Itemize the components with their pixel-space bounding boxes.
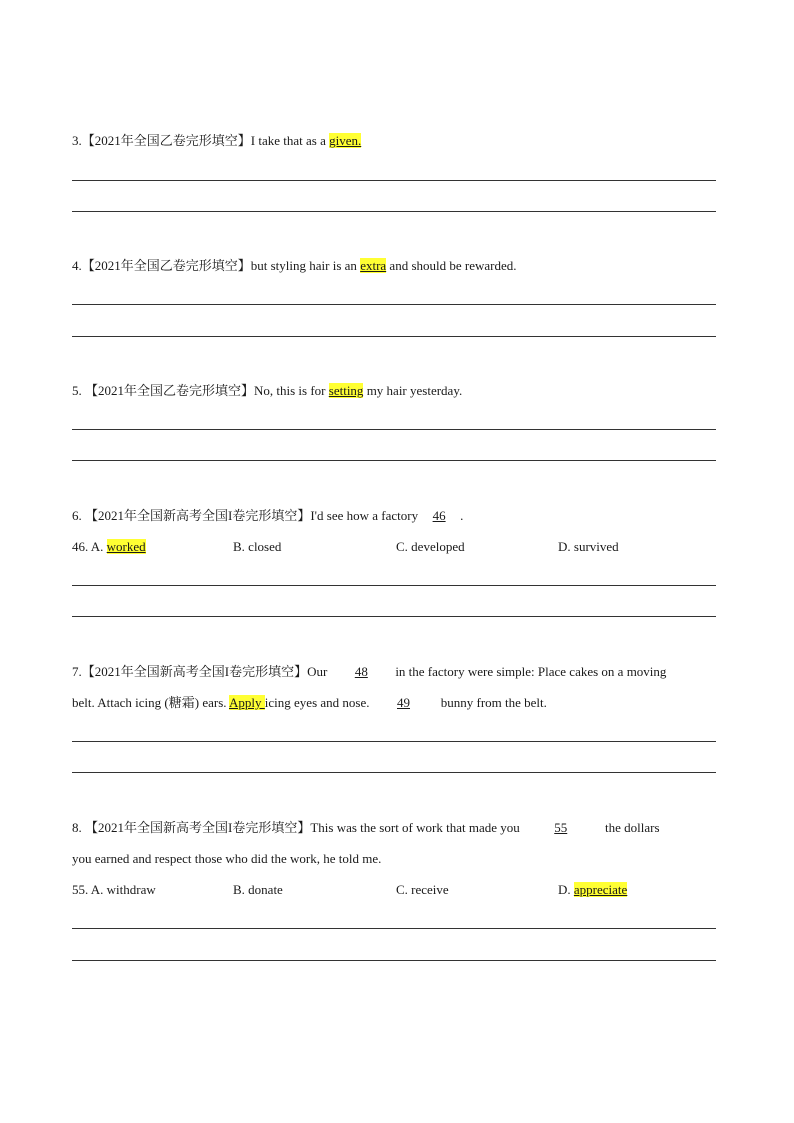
question-number: 7. [72, 664, 82, 679]
option-a: 55. A. withdraw [72, 882, 156, 897]
answer-line [72, 928, 716, 929]
highlighted-word: Apply [229, 695, 265, 710]
answer-line [72, 616, 716, 617]
question-text: I take that as a [250, 133, 330, 148]
question-text-end: and should be rewarded. [386, 258, 517, 273]
answer-line [72, 211, 716, 212]
question-source: 【2021年全国新高考全国I卷完形填空】 [81, 664, 308, 679]
question-text: belt. Attach icing (糖霜) ears. [72, 695, 230, 710]
question-text: No, this is for [254, 383, 329, 398]
question-number: 6. [72, 508, 85, 523]
option-c: C. receive [396, 882, 449, 897]
answer-line [72, 741, 716, 742]
question-text-end: my hair yesterday. [363, 383, 463, 398]
question-8-line-2: you earned and respect those who did the work, he told me. [72, 851, 382, 866]
question-text-mid: icing eyes and nose. [264, 695, 370, 710]
blank-55: 55 [554, 820, 568, 835]
question-7-line-2 [72, 694, 547, 712]
highlighted-word: extra [360, 258, 387, 273]
option-d-prefix: D. [558, 882, 574, 897]
question-text-end: bunny from the belt. [437, 695, 547, 710]
question-number: 5. [72, 383, 85, 398]
question-5 [72, 382, 462, 400]
question-7-line-1 [72, 663, 666, 681]
question-text-end: the dollars [601, 820, 660, 835]
answer-line [72, 180, 716, 181]
highlighted-word: setting [328, 383, 364, 398]
question-3 [72, 132, 361, 150]
question-number: 3. [72, 133, 82, 148]
question-4 [72, 257, 517, 275]
answer-line [72, 960, 716, 961]
answer-line [72, 304, 716, 305]
question-text-mid: in the factory were simple: Place cakes on a moving [395, 664, 667, 679]
blank-46: 46 [432, 508, 446, 523]
question-source: 【2021年全国乙卷完形填空】 [81, 133, 251, 148]
answer-line [72, 585, 716, 586]
option-d: D. survived [558, 539, 619, 554]
option-a-text: worked [106, 539, 146, 554]
option-d [558, 881, 627, 899]
answer-line [72, 429, 716, 430]
question-8-line-1 [72, 819, 660, 837]
option-a [72, 538, 146, 556]
option-b: B. donate [233, 882, 283, 897]
question-number: 8. [72, 820, 85, 835]
question-source: 【2021年全国新高考全国I卷完形填空】 [85, 508, 311, 523]
question-source: 【2021年全国乙卷完形填空】 [85, 383, 255, 398]
answer-line [72, 336, 716, 337]
question-source: 【2021年全国新高考全国I卷完形填空】 [85, 820, 311, 835]
question-text: I'd see how a factory [310, 508, 419, 523]
question-source: 【2021年全国乙卷完形填空】 [81, 258, 251, 273]
question-text: This was the sort of work that made you [310, 820, 520, 835]
blank-48: 48 [354, 664, 368, 679]
question-text: but styling hair is an [250, 258, 361, 273]
answer-line [72, 460, 716, 461]
blank-49: 49 [397, 695, 410, 710]
question-number: 4. [72, 258, 82, 273]
answer-line [72, 772, 716, 773]
question-6 [72, 507, 463, 525]
question-text-end: . [460, 508, 464, 523]
option-a-prefix: 46. A. [72, 539, 107, 554]
highlighted-word: given. [329, 133, 362, 148]
option-d-text: appreciate [573, 882, 628, 897]
option-c: C. developed [396, 539, 465, 554]
question-text: Our [307, 664, 328, 679]
option-b: B. closed [233, 539, 282, 554]
